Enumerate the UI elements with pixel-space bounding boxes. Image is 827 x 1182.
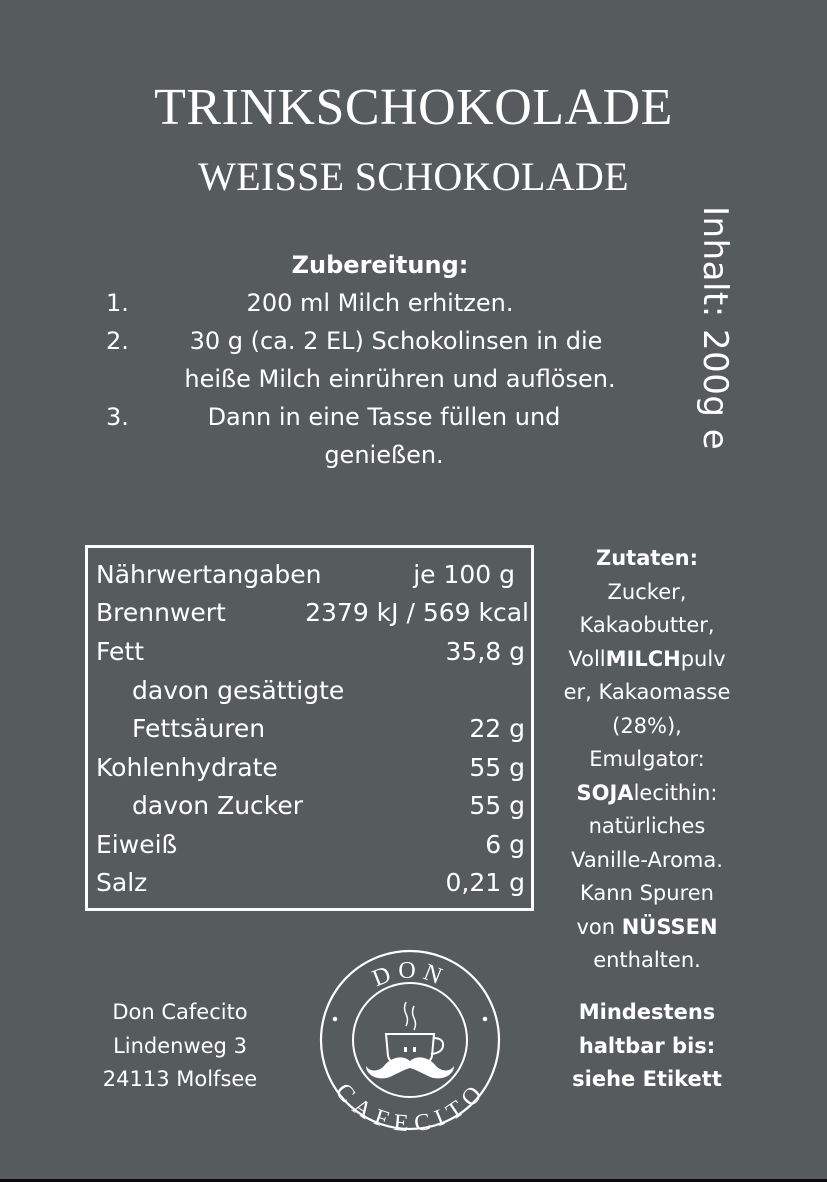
ingredients-section: [552, 542, 742, 978]
ingredient-line: [552, 911, 742, 945]
ingredient-text: lecithin:: [633, 780, 718, 805]
nutrition-value: 0,21 g: [445, 868, 525, 897]
nutrition-row: [96, 633, 525, 671]
net-content-label: Inhalt: 200g e: [695, 206, 735, 451]
preparation-step-1: [96, 284, 656, 322]
nutrition-label: Nährwertangaben: [96, 560, 322, 589]
ingredient-line: [552, 643, 742, 677]
ingredient-line: Kann Spuren: [580, 881, 714, 905]
ingredients-heading: [552, 542, 742, 576]
ingredient-text: pulv: [680, 646, 726, 671]
preparation-section: [96, 246, 656, 474]
nutrition-label: Fettsäuren: [132, 714, 266, 743]
step-text: 30 g (ca. 2 EL) Schokolinsen in die: [189, 327, 603, 355]
best-before-section: [552, 996, 742, 1097]
preparation-step-3: [96, 398, 656, 436]
step-number: 3.: [106, 403, 129, 431]
company-street: Lindenweg 3: [113, 1033, 247, 1058]
ingredient-text: Voll: [568, 646, 606, 671]
nutrition-row: [96, 749, 525, 787]
ingredient-line: natürliches: [588, 814, 706, 838]
step-text: heiße Milch einrühren und auflösen.: [184, 365, 616, 393]
step-number: 2.: [106, 327, 129, 355]
nutrition-label: Kohlenhydrate: [96, 753, 278, 782]
product-subtitle: WEISSE SCHOKOLADE: [198, 154, 629, 199]
nutrition-label: Eiweiß: [96, 830, 178, 859]
coffee-cup-mustache-icon: [318, 948, 502, 1132]
nutrition-label: Brennwert: [96, 598, 226, 627]
company-name: Don Cafecito: [112, 1000, 248, 1024]
product-title: TRINKSCHOKOLADE: [154, 79, 673, 136]
ingredient-line: Kakaobutter,: [579, 613, 715, 637]
preparation-step-3-cont: [96, 436, 656, 474]
allergen-soy: SOJA: [576, 780, 634, 805]
step-text: genießen.: [324, 441, 444, 469]
ingredient-line: (28%),: [612, 713, 682, 738]
allergen-nuts: NÜSSEN: [621, 914, 718, 939]
nutrition-value: 35,8 g: [445, 637, 525, 666]
step-text: 200 ml Milch erhitzen.: [246, 289, 514, 317]
nutrition-value: 55 g: [469, 753, 525, 782]
preparation-heading: Zubereitung:: [291, 251, 469, 279]
nutrition-row: [96, 594, 529, 632]
nutrition-row: [96, 826, 525, 864]
nutrition-row: [96, 864, 525, 902]
ingredient-line: Vanille-Aroma.: [571, 847, 723, 872]
nutrition-label: davon gesättigte: [132, 676, 345, 705]
nutrition-table: [85, 545, 534, 911]
step-text: Dann in eine Tasse füllen und: [207, 403, 561, 431]
nutrition-header-row: [96, 556, 525, 594]
nutrition-value: 2379 kJ / 569 kcal: [305, 598, 529, 627]
ingredient-line: Emulgator:: [589, 747, 705, 771]
best-before-line: Mindestens: [578, 1000, 716, 1024]
step-number: 1.: [106, 289, 129, 317]
ingredient-line: [552, 777, 742, 811]
best-before-line: haltbar bis:: [578, 1033, 716, 1058]
allergen-milk: MILCH: [605, 646, 681, 671]
ingredient-line: enthalten.: [593, 948, 701, 972]
svg-text:CAFECITO: CAFECITO: [329, 1078, 491, 1132]
nutrition-row: [96, 672, 525, 710]
nutrition-row: [96, 787, 525, 825]
svg-text:DON: DON: [368, 958, 452, 993]
best-before-line: siehe Etikett: [572, 1067, 722, 1091]
preparation-step-2-cont: [96, 360, 656, 398]
nutrition-label: Salz: [96, 868, 148, 897]
company-address: [80, 996, 280, 1097]
don-cafecito-logo: [318, 948, 502, 1132]
nutrition-value: 6 g: [485, 830, 525, 859]
company-city: 24113 Molfsee: [102, 1067, 258, 1091]
ingredients-heading-text: Zutaten:: [595, 546, 699, 570]
nutrition-value: 22 g: [469, 714, 525, 743]
ingredient-line: er, Kakaomasse: [563, 680, 731, 704]
nutrition-label: davon Zucker: [132, 791, 304, 820]
nutrition-value: je 100 g: [413, 560, 515, 589]
ingredient-text: von: [576, 914, 622, 939]
nutrition-value: 55 g: [469, 791, 525, 820]
preparation-step-2: [96, 322, 656, 360]
nutrition-label: Fett: [96, 637, 144, 666]
nutrition-row: [96, 710, 525, 748]
ingredient-line: Zucker,: [607, 579, 687, 604]
